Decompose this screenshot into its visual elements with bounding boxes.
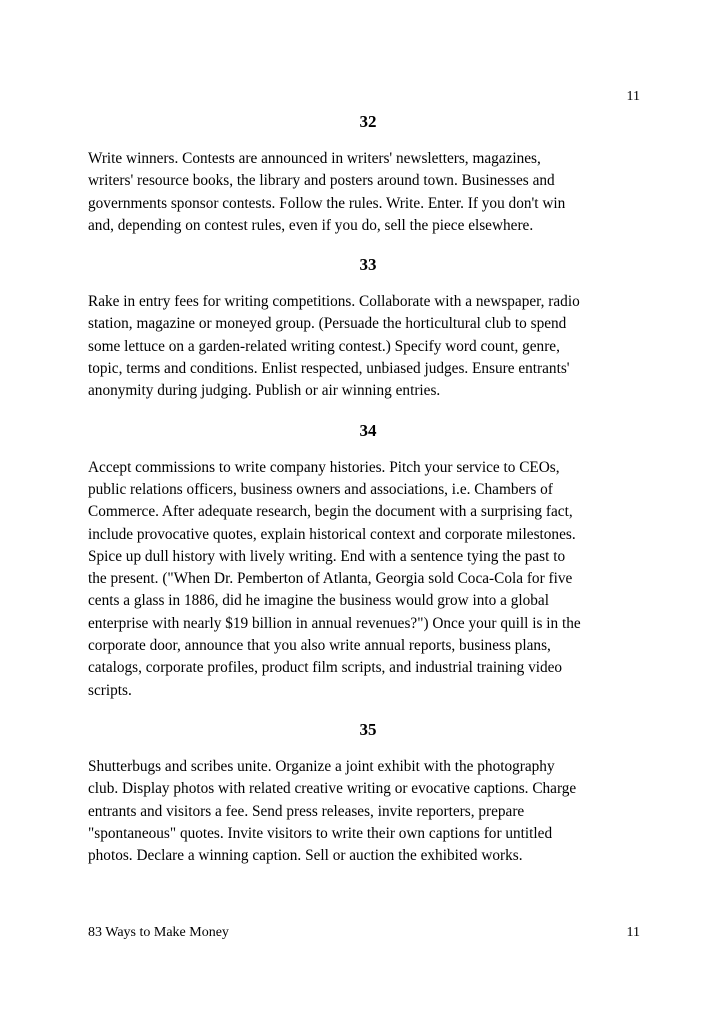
section-32 [88, 112, 648, 237]
section-heading: 35 [359, 719, 377, 739]
section-33 [88, 255, 648, 402]
section-paragraph: Accept commissions to write company histories. Pitch your service to CEOs, public relations officers, business owners and associations, i.e. Chambers of Commerce. After adequate research, begin the document with a surprising fact, include provocative quotes, explain historical context and corporate milestones. Spice up dull history with lively writing. End with a sentence tying the past to the present. ("When Dr. Pemberton of Atlanta, Georgia sold Coca-Cola for five cents a glass in 1886, did he imagine the business would grow into a global enterprise with nearly $19 billion in annual revenues?") Once your quill is in the corporate door, announce that you also write annual reports, business plans, catalogs, corporate profiles, product film scripts, and industrial training video scripts. [88, 458, 581, 699]
section-heading: 34 [359, 420, 377, 440]
section-34 [88, 421, 648, 702]
section-paragraph: Shutterbugs and scribes unite. Organize a joint exhibit with the photography club. Display photos with related creative writing or evocative captions. Charge entrants and visitors a fee. Send press releases, invite reporters, prepare "spontaneous" quotes. Invite visitors to write their own captions for untitled photos. Declare a winning caption. Sell or auction the exhibited works. [88, 757, 577, 865]
page-content [88, 112, 648, 885]
page-footer [88, 925, 640, 941]
section-paragraph: Rake in entry fees for writing competitions. Collaborate with a newspaper, radio station, magazine or moneyed group. (Persuade the horticultural club to spend some lettuce on a garden-related writing contest.) Specify word count, genre, topic, terms and conditions. Enlist respected, unbiased judges. Ensure entrants' anonymity during judging. Publish or air winning entries. [88, 293, 580, 400]
section-35 [88, 720, 648, 867]
section-paragraph: Write winners. Contests are announced in writers' newsletters, magazines, writers' resource books, the library and posters around town. Businesses and governments sponsor contests. Follow the rules. Write. Enter. If you don't win and, depending on contest rules, even if you do, sell the piece elsewhere. [88, 150, 566, 234]
section-heading: 32 [359, 112, 377, 131]
footer-page-number: 11 [626, 925, 640, 940]
header-page-number: 11 [626, 89, 640, 104]
section-heading: 33 [359, 255, 377, 275]
footer-title: 83 Ways to Make Money [88, 925, 229, 940]
